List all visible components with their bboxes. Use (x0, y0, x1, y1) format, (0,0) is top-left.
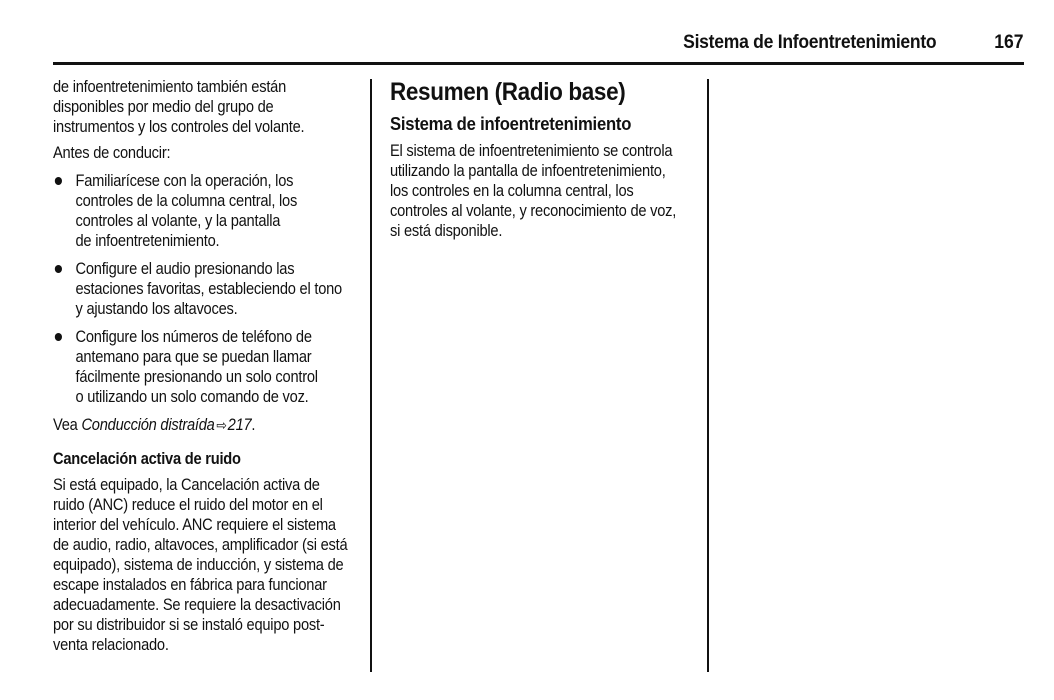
text-line: ruido (ANC) reduce el ruido del motor en el (53, 496, 323, 514)
section-heading: Resumen (Radio base) (390, 78, 626, 106)
page-header (0, 0, 1054, 66)
text-line: Si está equipado, la Cancelación activa de (53, 476, 320, 494)
text-line: los controles en la columna central, los (390, 182, 634, 200)
infotainment-paragraph (390, 141, 701, 241)
text-line: si está disponible. (390, 222, 503, 240)
text-line: estaciones favoritas, estableciendo el tono (75, 280, 342, 298)
header-divider (53, 62, 1024, 65)
text-line: de infoentretenimiento. (75, 232, 220, 250)
text-line: adecuadamente. Se requiere la desactivación (53, 596, 341, 614)
list-item (53, 171, 364, 251)
tips-list (53, 171, 364, 407)
page-reference-arrow-icon: ⇨ (216, 417, 227, 433)
see-prefix: Vea (53, 416, 82, 434)
anc-heading: Cancelación activa de ruido (53, 450, 241, 468)
column-divider-right (707, 79, 709, 672)
text-line: utilizando la pantalla de infoentretenimiento, (390, 162, 666, 180)
text-line: equipado), sistema de inducción, y sistema de (53, 556, 344, 574)
left-column (53, 77, 363, 655)
subsection-heading: Sistema de infoentretenimiento (390, 113, 632, 134)
bullet-icon (55, 333, 62, 341)
before-driving-label: Antes de conducir: (53, 144, 171, 162)
text-line: disponibles por medio del grupo de (53, 98, 274, 116)
section-title: Sistema de Infoentretenimiento (682, 31, 936, 53)
text-line: Familiarícese con la operación, los (75, 172, 294, 190)
text-line: venta relacionado. (53, 636, 169, 654)
column-divider-left (370, 79, 372, 672)
bullet-icon (55, 177, 62, 185)
reference-page-number[interactable]: 217 (227, 416, 252, 434)
intro-paragraph (53, 77, 364, 137)
see-also-reference (53, 415, 364, 435)
text-line: y ajustando los altavoces. (75, 300, 238, 318)
text-line: fácilmente presionando un solo control (75, 368, 318, 386)
see-suffix: . (251, 416, 256, 434)
middle-column (390, 77, 700, 241)
page-number: 167 (994, 31, 1024, 53)
text-line: controles al volante, y la pantalla (75, 212, 281, 230)
list-item (53, 259, 364, 319)
text-line: instrumentos y los controles del volante. (53, 118, 305, 136)
distracted-driving-link[interactable]: Conducción distraída (81, 416, 215, 434)
bullet-icon (55, 265, 62, 273)
text-line: interior del vehículo. ANC requiere el sistema (53, 516, 336, 534)
text-line: o utilizando un solo comando de voz. (75, 388, 309, 406)
text-line: Configure los números de teléfono de (75, 328, 312, 346)
text-line: antemano para que se puedan llamar (75, 348, 312, 366)
text-line: de audio, radio, altavoces, amplificador (si está (53, 536, 348, 554)
text-line: de infoentretenimiento también están (53, 78, 287, 96)
text-line: Configure el audio presionando las (75, 260, 295, 278)
text-line: por su distribuidor si se instaló equipo post- (53, 616, 325, 634)
text-line: escape instalados en fábrica para funcionar (53, 576, 327, 594)
anc-paragraph (53, 475, 364, 655)
text-line: controles de la columna central, los (75, 192, 298, 210)
list-item (53, 327, 364, 407)
text-line: El sistema de infoentretenimiento se controla (390, 142, 673, 160)
text-line: controles al volante, y reconocimiento de voz, (390, 202, 677, 220)
